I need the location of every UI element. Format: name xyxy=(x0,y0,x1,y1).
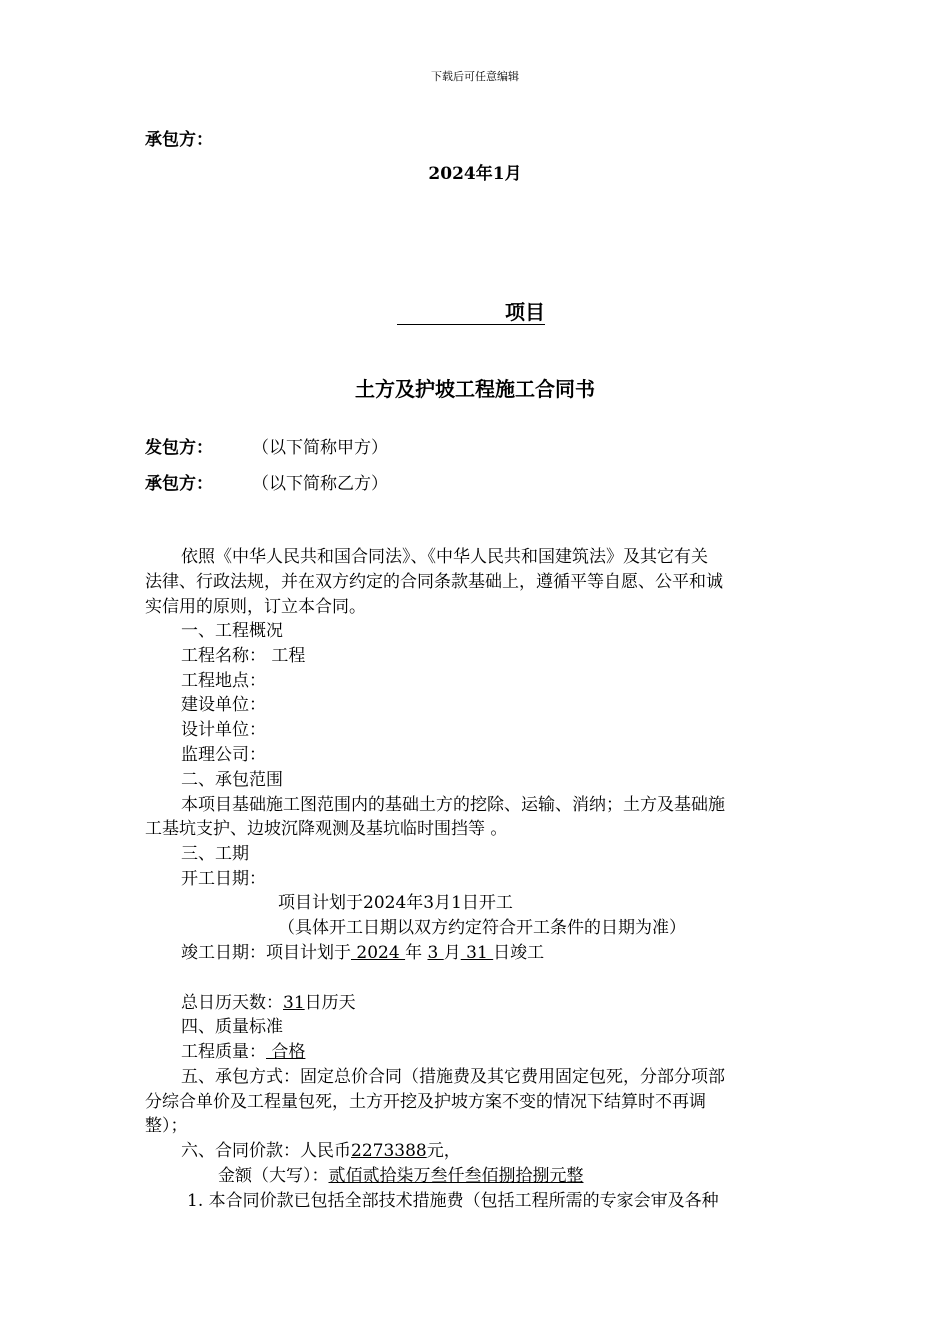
scope-line-2: 工基坑支护、边坡沉降观测及基坑临时围挡等 。 xyxy=(145,819,508,839)
project-title xyxy=(397,296,545,325)
total-days-prefix: 总日历天数： xyxy=(181,993,283,1013)
supervisor-line: 监理公司： xyxy=(181,745,266,765)
price-words-line xyxy=(218,1164,584,1188)
completion-prefix: 竣工日期：项目计划于 xyxy=(181,943,351,963)
price-item-1: 1. 本合同价款已包括全部技术措施费（包括工程所需的专家会审及各种 xyxy=(187,1191,719,1211)
top-contractor-label: 承包方： xyxy=(145,130,213,150)
contract-main-title: 土方及护坡工程施工合同书 xyxy=(355,377,595,401)
contractor-label: 承包方： xyxy=(145,474,213,494)
quality-value: 合格 xyxy=(266,1042,306,1062)
contract-date: 2024年1月 xyxy=(428,164,522,184)
section-1-heading: 一、工程概况 xyxy=(181,621,283,641)
price-suffix: 元， xyxy=(426,1141,461,1161)
intro-line-3: 实信用的原则，订立本合同。 xyxy=(145,597,366,617)
section-5-line-2: 分综合单价及工程量包死，土方开挖及护坡方案不变的情况下结算时不再调 xyxy=(145,1092,706,1112)
contractor-note: （以下简称乙方） xyxy=(252,474,388,494)
section-5-line-3: 整）； xyxy=(145,1116,188,1136)
designer-line: 设计单位： xyxy=(181,720,266,740)
builder-line: 建设单位： xyxy=(181,695,266,715)
total-days-line xyxy=(181,991,356,1015)
scope-line-1: 本项目基础施工图范围内的基础土方的挖除、运输、消纳；土方及基础施 xyxy=(181,795,725,815)
total-days-suffix: 日历天 xyxy=(304,993,356,1013)
header-note: 下载后可任意编辑 xyxy=(431,70,519,83)
start-date-label: 开工日期： xyxy=(181,869,266,889)
section-3-heading: 三、工期 xyxy=(181,844,249,864)
employer-note: （以下简称甲方） xyxy=(252,438,388,458)
total-days-value: 31 xyxy=(283,993,305,1013)
completion-year: 2024 xyxy=(351,943,406,963)
price-prefix: 六、合同价款：人民币 xyxy=(181,1141,351,1161)
completion-year-unit: 年 xyxy=(405,943,428,963)
completion-suffix: 日竣工 xyxy=(493,943,545,963)
start-date-note: （具体开工日期以双方约定符合开工条件的日期为准） xyxy=(278,918,686,938)
completion-month-unit: 月 xyxy=(443,943,461,963)
project-location-line: 工程地点： xyxy=(181,671,266,691)
project-name-line: 工程名称： 工程 xyxy=(181,646,306,666)
completion-day: 31 xyxy=(460,943,494,963)
quality-line xyxy=(181,1040,305,1064)
project-name-blank xyxy=(397,304,505,325)
employer-label: 发包方： xyxy=(145,438,213,458)
price-amount: 2273388 xyxy=(351,1141,427,1161)
section-4-heading: 四、质量标准 xyxy=(181,1017,283,1037)
intro-line-2: 法律、行政法规，并在双方约定的合同条款基础上，遵循平等自愿、公平和诚 xyxy=(145,572,723,592)
start-date-plan: 项目计划于2024年3月1日开工 xyxy=(278,893,513,913)
quality-label: 工程质量： xyxy=(181,1042,266,1062)
price-words-label: 金额（大写）： xyxy=(218,1166,329,1186)
project-word: 项目 xyxy=(505,300,545,324)
section-2-heading: 二、承包范围 xyxy=(181,770,283,790)
intro-line-1: 依照《中华人民共和国合同法》、《中华人民共和国建筑法》及其它有关 xyxy=(181,547,708,567)
section-5-line-1: 五、承包方式：固定总价合同（措施费及其它费用固定包死，分部分项部 xyxy=(181,1067,725,1087)
price-words-value: 贰佰贰拾柒万叁仟叁佰捌拾捌元整 xyxy=(328,1166,584,1186)
completion-month: 3 xyxy=(427,943,444,963)
completion-date-line xyxy=(181,941,544,965)
contract-price-line xyxy=(181,1139,461,1163)
